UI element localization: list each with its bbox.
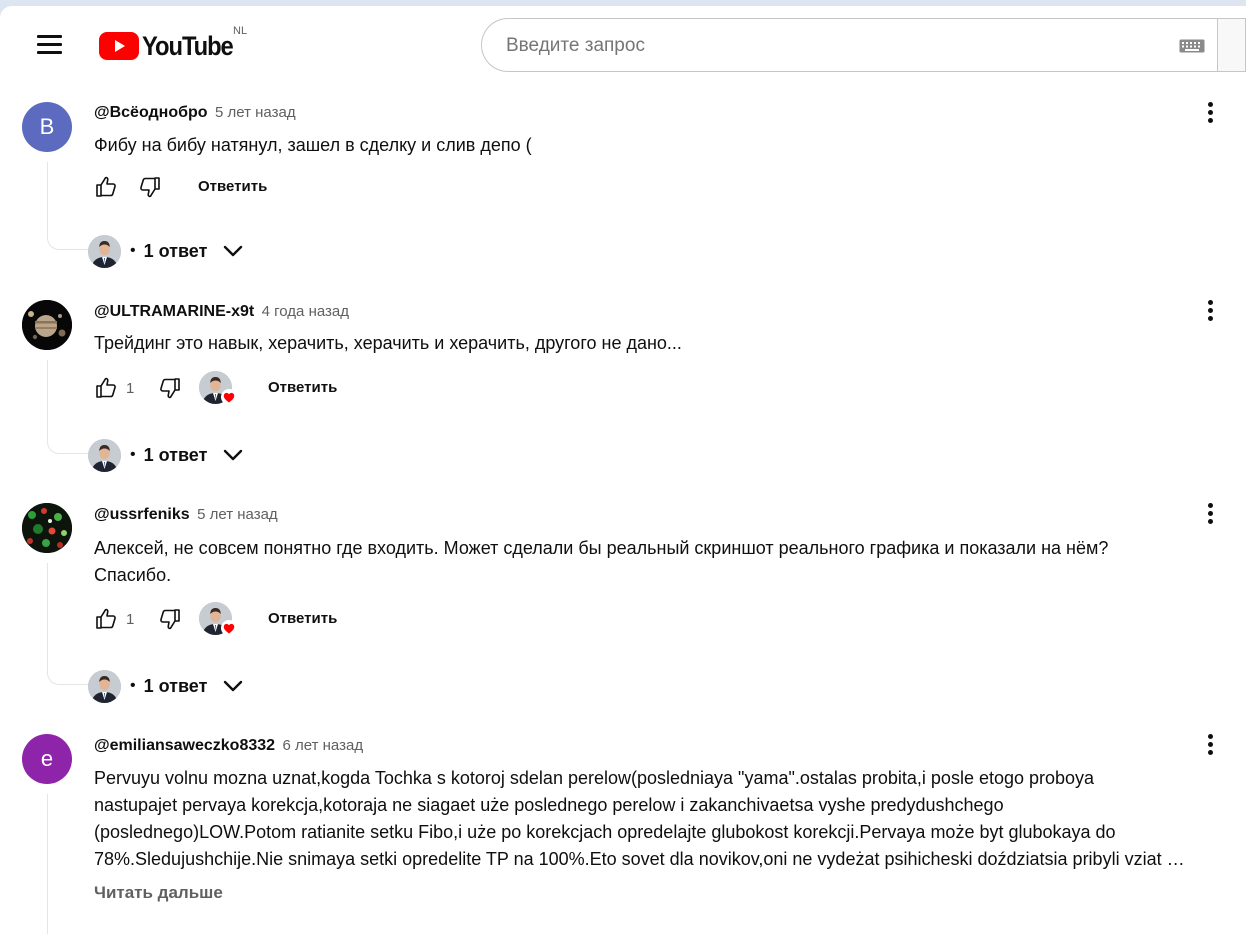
logo-text: YouTube bbox=[142, 30, 233, 61]
avatar[interactable] bbox=[22, 503, 72, 553]
comment-text-line: Спасибо. bbox=[94, 565, 172, 585]
avatar[interactable] bbox=[22, 300, 72, 350]
like-count: 1 bbox=[126, 380, 135, 397]
country-code: NL bbox=[233, 25, 248, 37]
comment-author[interactable]: @emiliansaweczko8332 bbox=[94, 737, 276, 754]
like-icon[interactable] bbox=[94, 175, 118, 199]
creator-avatar bbox=[88, 235, 121, 268]
thread-connector bbox=[47, 360, 88, 454]
comment-text bbox=[94, 535, 1234, 589]
comment-time[interactable]: 6 лет назад bbox=[282, 737, 364, 754]
comment-text-line: nastupajet pervaya korekcja,kotoraja ne siagaet uże poslednego perelow i zakanchivaetsa vyshe predydushchego bbox=[94, 795, 1004, 815]
avatar-letter: В bbox=[39, 114, 55, 139]
heart-icon bbox=[221, 620, 237, 636]
more-options-icon[interactable] bbox=[1202, 298, 1218, 324]
separator-dot: • bbox=[130, 242, 136, 259]
comment-time[interactable]: 4 года назад bbox=[261, 303, 349, 320]
more-options-icon[interactable] bbox=[1202, 501, 1218, 527]
comment-header bbox=[94, 737, 363, 755]
comment-text: Фибу на бибу натянул, зашел в сделку и слив депо ( bbox=[94, 135, 532, 155]
more-options-icon[interactable] bbox=[1202, 732, 1218, 758]
comment-text bbox=[94, 765, 1234, 873]
thread-connector bbox=[47, 162, 88, 250]
comment-text: Трейдинг это навык, херачить, херачить и херачить, другого не дано... bbox=[94, 333, 682, 353]
replies-toggle[interactable] bbox=[88, 234, 243, 268]
menu-icon[interactable] bbox=[37, 35, 63, 55]
youtube-play-icon bbox=[99, 32, 139, 60]
comment-time[interactable]: 5 лет назад bbox=[197, 506, 278, 523]
avatar[interactable] bbox=[22, 102, 72, 152]
creator-heart bbox=[199, 602, 237, 638]
dislike-icon[interactable] bbox=[158, 376, 182, 400]
youtube-logo[interactable] bbox=[99, 31, 245, 61]
creator-avatar bbox=[88, 439, 121, 472]
comment-author[interactable]: @ussrfeniks bbox=[94, 506, 190, 523]
search-input[interactable] bbox=[504, 31, 1148, 61]
browser-top-strip bbox=[0, 0, 1246, 6]
replies-toggle[interactable] bbox=[88, 438, 243, 472]
comment-text-line: 78%.Sledujushchije.Nie snimaya setki opredelite TP na 100%.Eto sovet dla novikov,oni ne vydeżat psihicheski doździatsia pribyli vziat … bbox=[94, 849, 1185, 869]
comment-text-line: Алексей, не совсем понятно где входить. Может сделали бы реальный скриншот реального графика и показали на нём? bbox=[94, 538, 1109, 558]
like-icon[interactable] bbox=[94, 607, 118, 631]
replies-count: 1 ответ bbox=[143, 444, 208, 465]
lights-avatar-image bbox=[22, 503, 72, 553]
replies-toggle[interactable] bbox=[88, 669, 243, 703]
comment-author[interactable]: @Всёоднобро bbox=[94, 104, 208, 121]
comment-text-line: Pervuyu volnu mozna uznat,kogda Tochka s kotoroj sdelan perelow(posledniaya "yama".ostalas probita,i posle etogo proboya bbox=[94, 768, 1095, 788]
creator-heart bbox=[199, 371, 237, 407]
dislike-icon[interactable] bbox=[138, 175, 162, 199]
comment-header bbox=[94, 303, 349, 321]
comment-header bbox=[94, 506, 278, 524]
planets-avatar-image bbox=[22, 300, 72, 350]
comment-time[interactable]: 5 лет назад bbox=[215, 104, 296, 121]
chevron-down-icon bbox=[223, 679, 243, 693]
comment-text-line: (poslednego)LOW.Potom ratianite setku Fibo,i uże po korekcjach opredelajte glubokost korekcji.Pervaya może byt glubokaya do bbox=[94, 822, 1116, 842]
search-box bbox=[481, 18, 1217, 72]
more-options-icon[interactable] bbox=[1202, 100, 1218, 126]
chevron-down-icon bbox=[223, 244, 243, 258]
comment-author[interactable]: @ULTRAMARINE-x9t bbox=[94, 303, 255, 320]
creator-avatar bbox=[88, 670, 121, 703]
dislike-icon[interactable] bbox=[158, 607, 182, 631]
like-icon[interactable] bbox=[94, 376, 118, 400]
reply-button[interactable]: Ответить bbox=[268, 610, 338, 627]
like-count: 1 bbox=[126, 611, 135, 628]
window-corner bbox=[0, 6, 12, 18]
reply-button[interactable]: Ответить bbox=[198, 178, 268, 195]
reply-button[interactable]: Ответить bbox=[268, 379, 338, 396]
search-button[interactable] bbox=[1217, 18, 1246, 72]
separator-dot: • bbox=[130, 677, 136, 694]
replies-count: 1 ответ bbox=[143, 675, 208, 696]
avatar[interactable] bbox=[22, 734, 72, 784]
keyboard-icon[interactable] bbox=[1179, 39, 1205, 53]
read-more-button[interactable]: Читать дальше bbox=[94, 883, 223, 902]
avatar-letter: e bbox=[40, 746, 54, 771]
comment-header bbox=[94, 104, 296, 122]
thread-connector bbox=[47, 563, 88, 685]
thread-connector bbox=[47, 794, 88, 934]
replies-count: 1 ответ bbox=[143, 240, 208, 261]
chevron-down-icon bbox=[223, 448, 243, 462]
separator-dot: • bbox=[130, 446, 136, 463]
heart-icon bbox=[221, 389, 237, 405]
